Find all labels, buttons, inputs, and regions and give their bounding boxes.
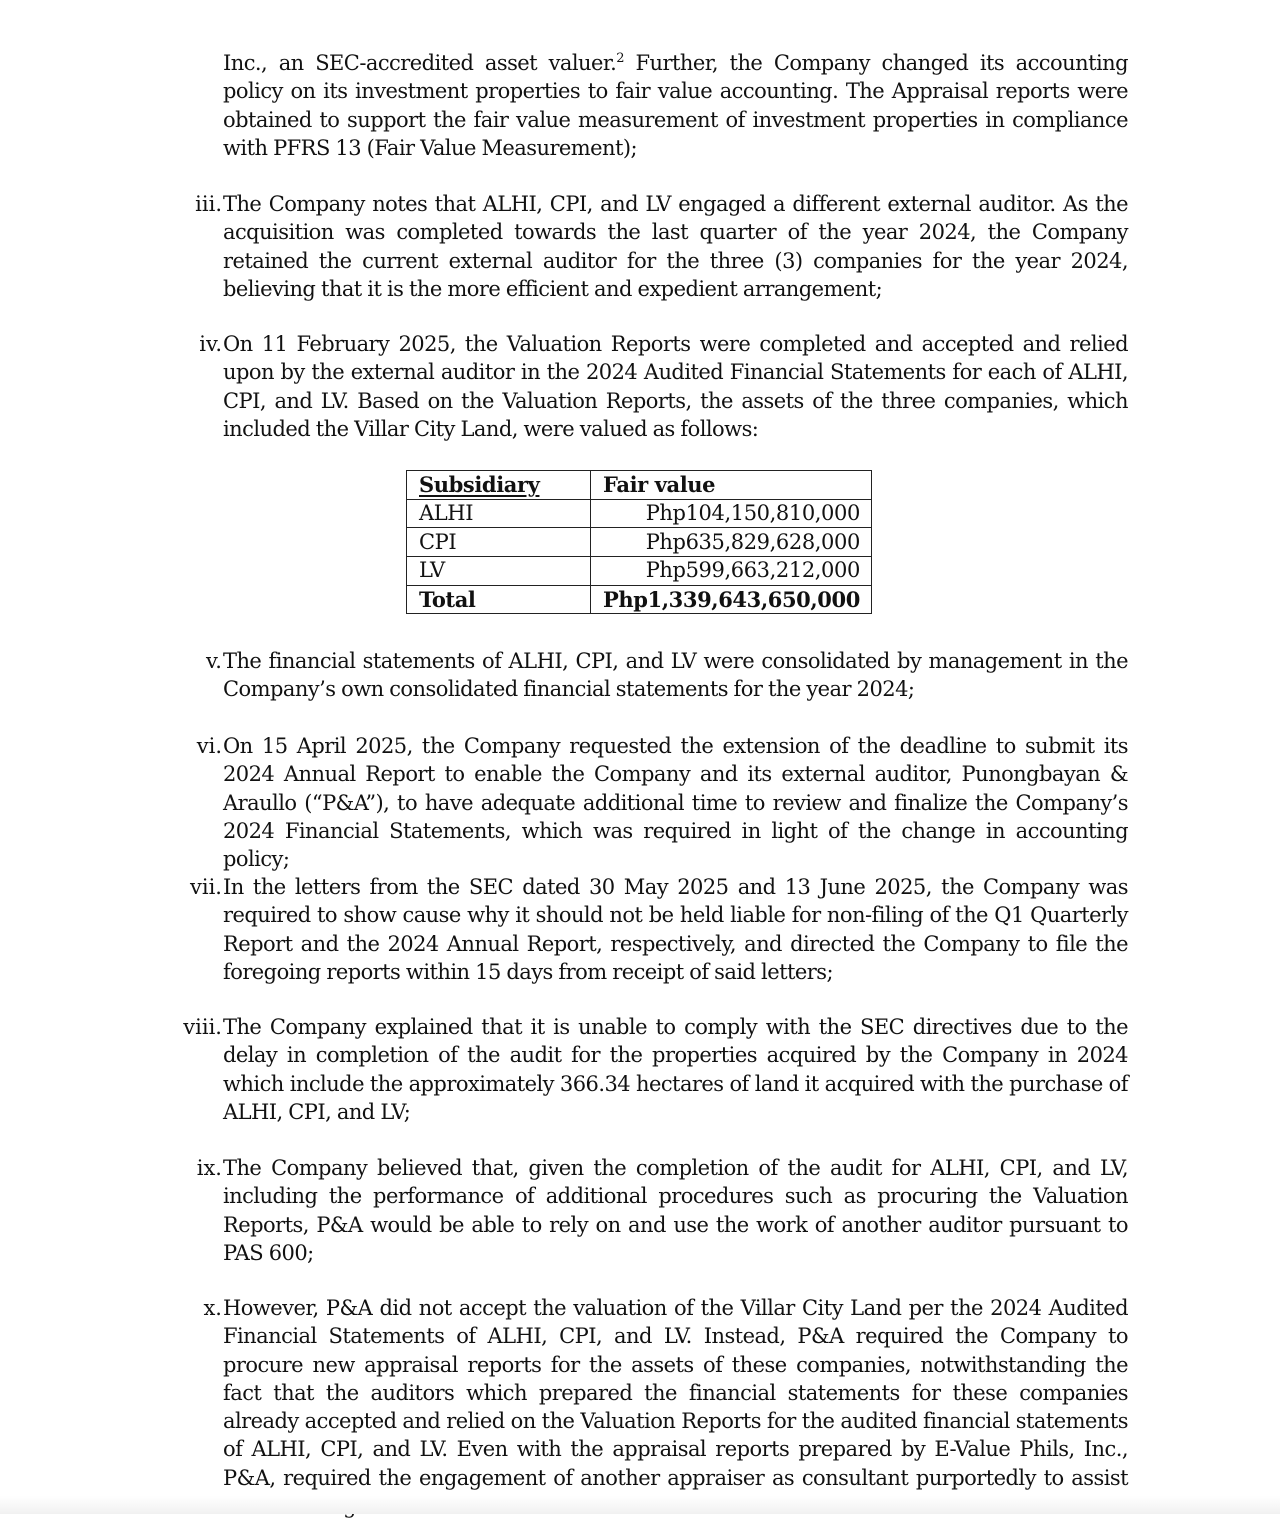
table-cell-subsidiary: LV bbox=[407, 557, 591, 586]
paragraph-marker: x. bbox=[203, 1296, 222, 1320]
table-cell-fair-value: Php635,829,628,000 bbox=[591, 528, 872, 557]
paragraph-marker: viii. bbox=[183, 1015, 222, 1039]
paragraph-marker: iv. bbox=[199, 332, 222, 356]
paragraph-text: In the letters from the SEC dated 30 May 2025 and 13 June 2025, the Company was required to show cause why it should not be held liable for non-filing of the Q1 Quarterly Report and the 2024 Annual Report, respectively, and directed the Company to file the foregoing reports within 15 days from receipt of said letters; bbox=[223, 875, 1128, 984]
table-header-subsidiary: Subsidiary bbox=[407, 471, 591, 500]
table-total-value: Php1,339,643,650,000 bbox=[591, 585, 872, 614]
paragraph-text: The financial statements of ALHI, CPI, and LV were consolidated by management in the Company’s own consolidated financial statements for the year 2024; bbox=[223, 649, 1128, 702]
table-total-row bbox=[407, 585, 872, 614]
table-total-label: Total bbox=[407, 585, 591, 614]
paragraph-text: On 11 February 2025, the Valuation Reports were completed and accepted and relied upon by the external auditor in the 2024 Audited Financial Statements for each of ALHI, CPI, and LV. Based on the Valuation Reports, the assets of the three companies, which included the Villar City Land, were valued as follows: bbox=[223, 332, 1128, 441]
table-header-row bbox=[407, 471, 872, 500]
table-cell-fair-value: Php599,663,212,000 bbox=[591, 557, 872, 586]
footnote-reference: 2 bbox=[616, 51, 624, 66]
paragraph-text: However, P&A did not accept the valuation of the Villar City Land per the 2024 Audited Financial Statements of ALHI, CPI, and LV. Instead, P&A required the Company to procure new appraisal reports for the assets of these companies, notwithstanding the fact that the auditors which prepared the financial statements for these companies already accepted and relied on the Valuation Reports for the audited financial statements of ALHI, CPI, and LV. Even with the appraisal reports prepared by E-Value Phils, Inc., P&A, required the engagement of another appraiser as consultant purportedly to assist bbox=[223, 1296, 1128, 1490]
paragraph-text: The Company believed that, given the completion of the audit for ALHI, CPI, and LV, including the performance of additional procedures such as procuring the Valuation Reports, P&A would be able to rely on and use the work of another auditor pursuant to PAS 600; bbox=[223, 1156, 1128, 1265]
page-bottom-edge bbox=[0, 1496, 1280, 1514]
fair-value-table bbox=[406, 470, 872, 614]
paragraph-text: The Company explained that it is unable to comply with the SEC directives due to the delay in completion of the audit for the properties acquired by the Company in 2024 which include the approximately 366.34 hectares of land it acquired with the purchase of ALHI, CPI, and LV; bbox=[223, 1015, 1128, 1124]
paragraph-text: The Company notes that ALHI, CPI, and LV engaged a different external auditor. As the acquisition was completed towards the last quarter of the year 2024, the Company retained the current external auditor for the three (3) companies for the year 2024, believing that it is the more efficient and expedient arrangement; bbox=[223, 192, 1128, 301]
table-row bbox=[407, 557, 872, 586]
table-cell-subsidiary: ALHI bbox=[407, 499, 591, 528]
paragraph-marker: vi. bbox=[196, 734, 222, 758]
paragraph-marker: vii. bbox=[190, 875, 222, 899]
table-cell-fair-value: Php104,150,810,000 bbox=[591, 499, 872, 528]
paragraph-marker: v. bbox=[205, 649, 222, 673]
table-header-fair-value: Fair value bbox=[591, 471, 872, 500]
table-row bbox=[407, 528, 872, 557]
table-row bbox=[407, 499, 872, 528]
paragraph-text: Inc., an SEC-accredited asset valuer.$^2$ Further, the Company changed its accounting policy on its investment properties to fair value accounting. The Appraisal reports were obtained to support the fair value measurement of investment properties in compliance with PFRS 13 (Fair Value Measurement); bbox=[223, 51, 1128, 160]
paragraph-marker: iii. bbox=[195, 192, 222, 216]
table-cell-subsidiary: CPI bbox=[407, 528, 591, 557]
paragraph-text: On 15 April 2025, the Company requested the extension of the deadline to submit its 2024 Annual Report to enable the Company and its external auditor, Punongbayan & Araullo (“P&A”), to have adequate additional time to review and finalize the Company’s 2024 Financial Statements, which was required in light of the change in accounting policy; bbox=[223, 734, 1128, 872]
paragraph-marker: ix. bbox=[196, 1156, 222, 1180]
